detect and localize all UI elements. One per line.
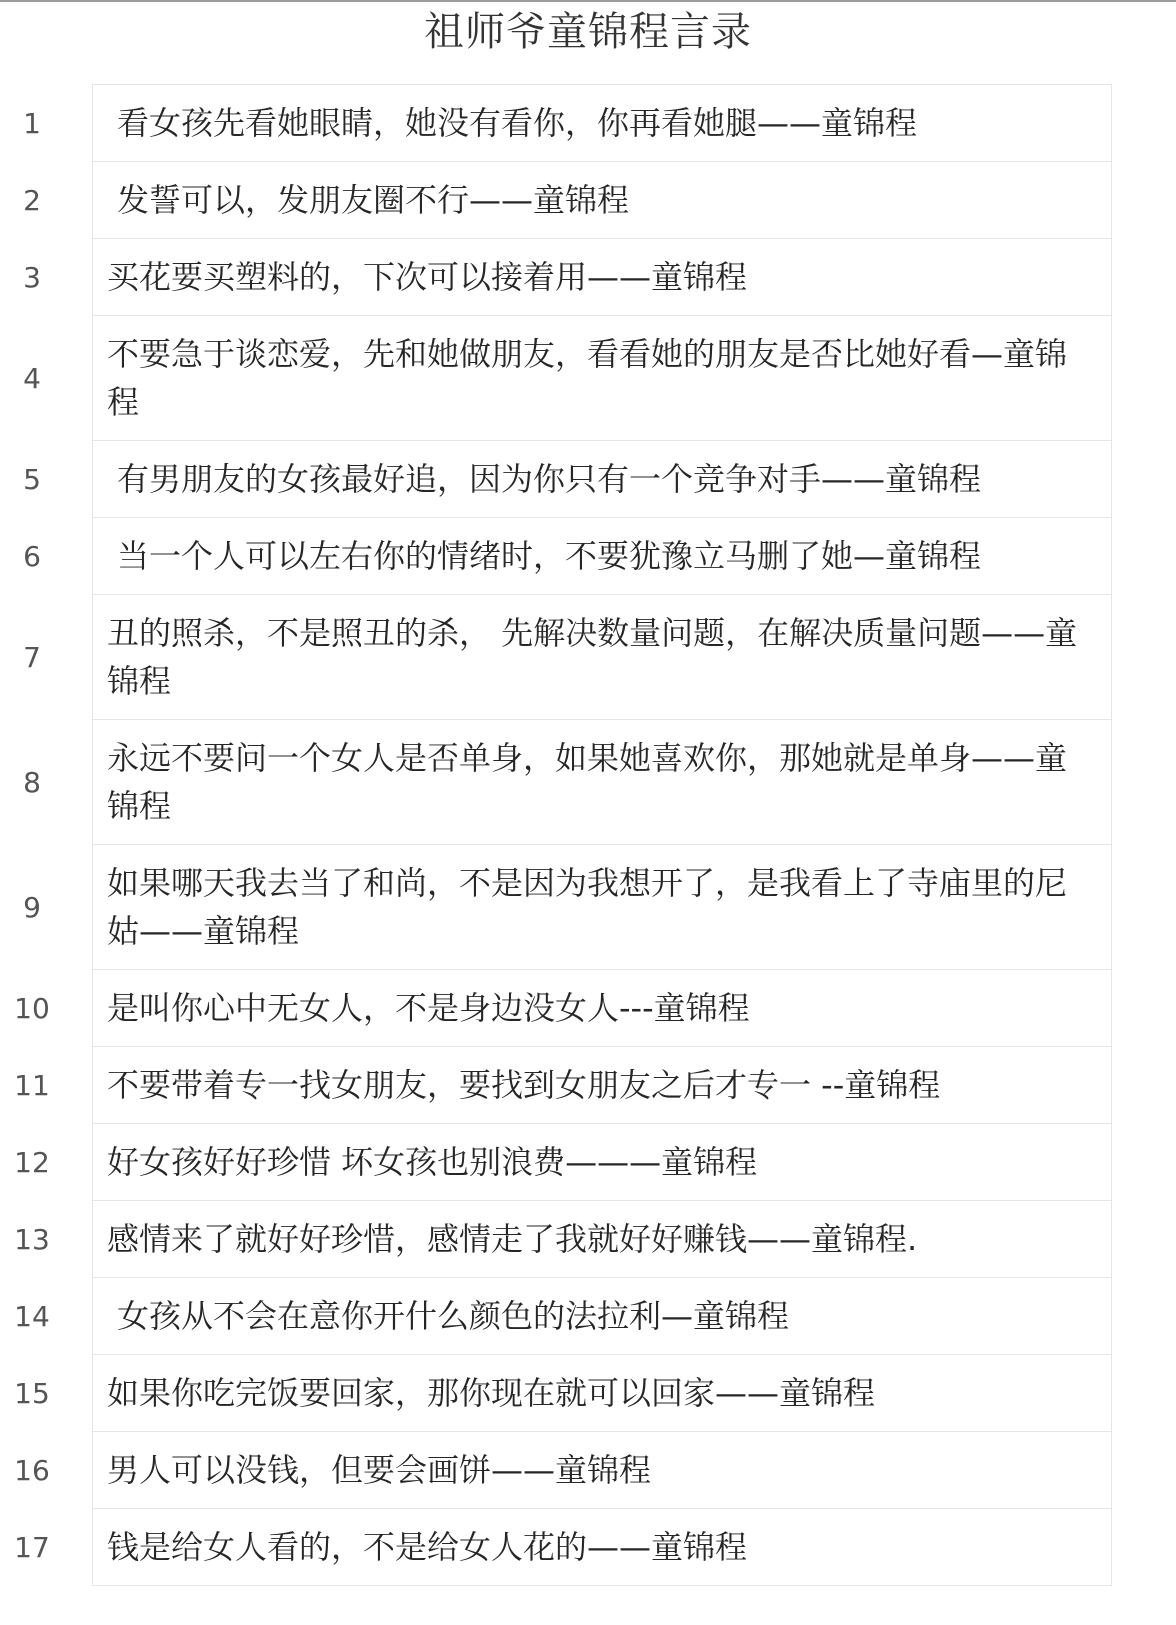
- row-number[interactable]: 16: [14, 1453, 50, 1487]
- quote-cell[interactable]: 男人可以没钱，但要会画饼——童锦程: [92, 1432, 1112, 1508]
- quote-cell[interactable]: 看女孩先看她眼睛，她没有看你，你再看她腿——童锦程: [92, 85, 1112, 161]
- row-number[interactable]: 1: [23, 106, 41, 140]
- quote-cell[interactable]: 如果你吃完饭要回家，那你现在就可以回家——童锦程: [92, 1355, 1112, 1431]
- quote-table: [14, 84, 1112, 1586]
- table-row: [23, 162, 1112, 239]
- row-number[interactable]: 2: [23, 183, 41, 217]
- row-number[interactable]: 12: [14, 1145, 50, 1179]
- table-row: [23, 239, 1112, 316]
- quote-cell[interactable]: 不要急于谈恋爱，先和她做朋友，看看她的朋友是否比她好看—童锦程: [92, 316, 1112, 440]
- row-number[interactable]: 4: [23, 361, 41, 395]
- table-row: [14, 970, 1112, 1047]
- table-row: [23, 845, 1112, 970]
- table-row: [14, 1509, 1112, 1586]
- row-number[interactable]: 6: [23, 539, 41, 573]
- table-row: [23, 595, 1112, 720]
- table-row: [14, 1124, 1112, 1201]
- top-rule: [0, 0, 1176, 2]
- quote-cell[interactable]: 发誓可以，发朋友圈不行——童锦程: [92, 162, 1112, 238]
- table-row: [14, 1355, 1112, 1432]
- quote-cell[interactable]: 是叫你心中无女人，不是身边没女人---童锦程: [92, 970, 1112, 1046]
- page-title: 祖师爷童锦程言录: [424, 9, 752, 55]
- row-number[interactable]: 11: [14, 1068, 50, 1102]
- row-number[interactable]: 9: [23, 890, 41, 924]
- table-row: [14, 1278, 1112, 1355]
- table-row: [23, 441, 1112, 518]
- row-number[interactable]: 13: [14, 1222, 50, 1256]
- quote-cell[interactable]: 钱是给女人看的，不是给女人花的——童锦程: [92, 1509, 1112, 1585]
- quote-cell[interactable]: 丑的照杀，不是照丑的杀， 先解决数量问题，在解决质量问题——童锦程: [92, 595, 1112, 719]
- table-row: [23, 518, 1112, 595]
- row-number[interactable]: 14: [14, 1299, 50, 1333]
- table-row: [23, 85, 1112, 162]
- row-number[interactable]: 17: [14, 1530, 50, 1564]
- quote-cell[interactable]: 当一个人可以左右你的情绪时，不要犹豫立马删了她—童锦程: [92, 518, 1112, 594]
- table-row: [23, 316, 1112, 441]
- quote-cell[interactable]: 有男朋友的女孩最好追，因为你只有一个竞争对手——童锦程: [92, 441, 1112, 517]
- row-number[interactable]: 10: [14, 991, 50, 1025]
- table-row: [23, 720, 1112, 845]
- row-number[interactable]: 3: [23, 260, 41, 294]
- quote-cell[interactable]: 买花要买塑料的，下次可以接着用——童锦程: [92, 239, 1112, 315]
- row-number[interactable]: 7: [23, 640, 41, 674]
- quote-cell[interactable]: 女孩从不会在意你开什么颜色的法拉利—童锦程: [92, 1278, 1112, 1354]
- row-number[interactable]: 5: [23, 462, 41, 496]
- quote-cell[interactable]: 不要带着专一找女朋友，要找到女朋友之后才专一 --童锦程: [92, 1047, 1112, 1123]
- row-number[interactable]: 8: [23, 765, 41, 799]
- quote-cell[interactable]: 好女孩好好珍惜 坏女孩也别浪费———童锦程: [92, 1124, 1112, 1200]
- row-number[interactable]: 15: [14, 1376, 50, 1410]
- table-row: [14, 1047, 1112, 1124]
- quote-cell[interactable]: 感情来了就好好珍惜，感情走了我就好好赚钱——童锦程.: [92, 1201, 1112, 1277]
- quote-cell[interactable]: 永远不要问一个女人是否单身，如果她喜欢你，那她就是单身——童锦程: [92, 720, 1112, 844]
- table-row: [14, 1432, 1112, 1509]
- table-row: [14, 1201, 1112, 1278]
- quote-cell[interactable]: 如果哪天我去当了和尚，不是因为我想开了，是我看上了寺庙里的尼姑——童锦程: [92, 845, 1112, 969]
